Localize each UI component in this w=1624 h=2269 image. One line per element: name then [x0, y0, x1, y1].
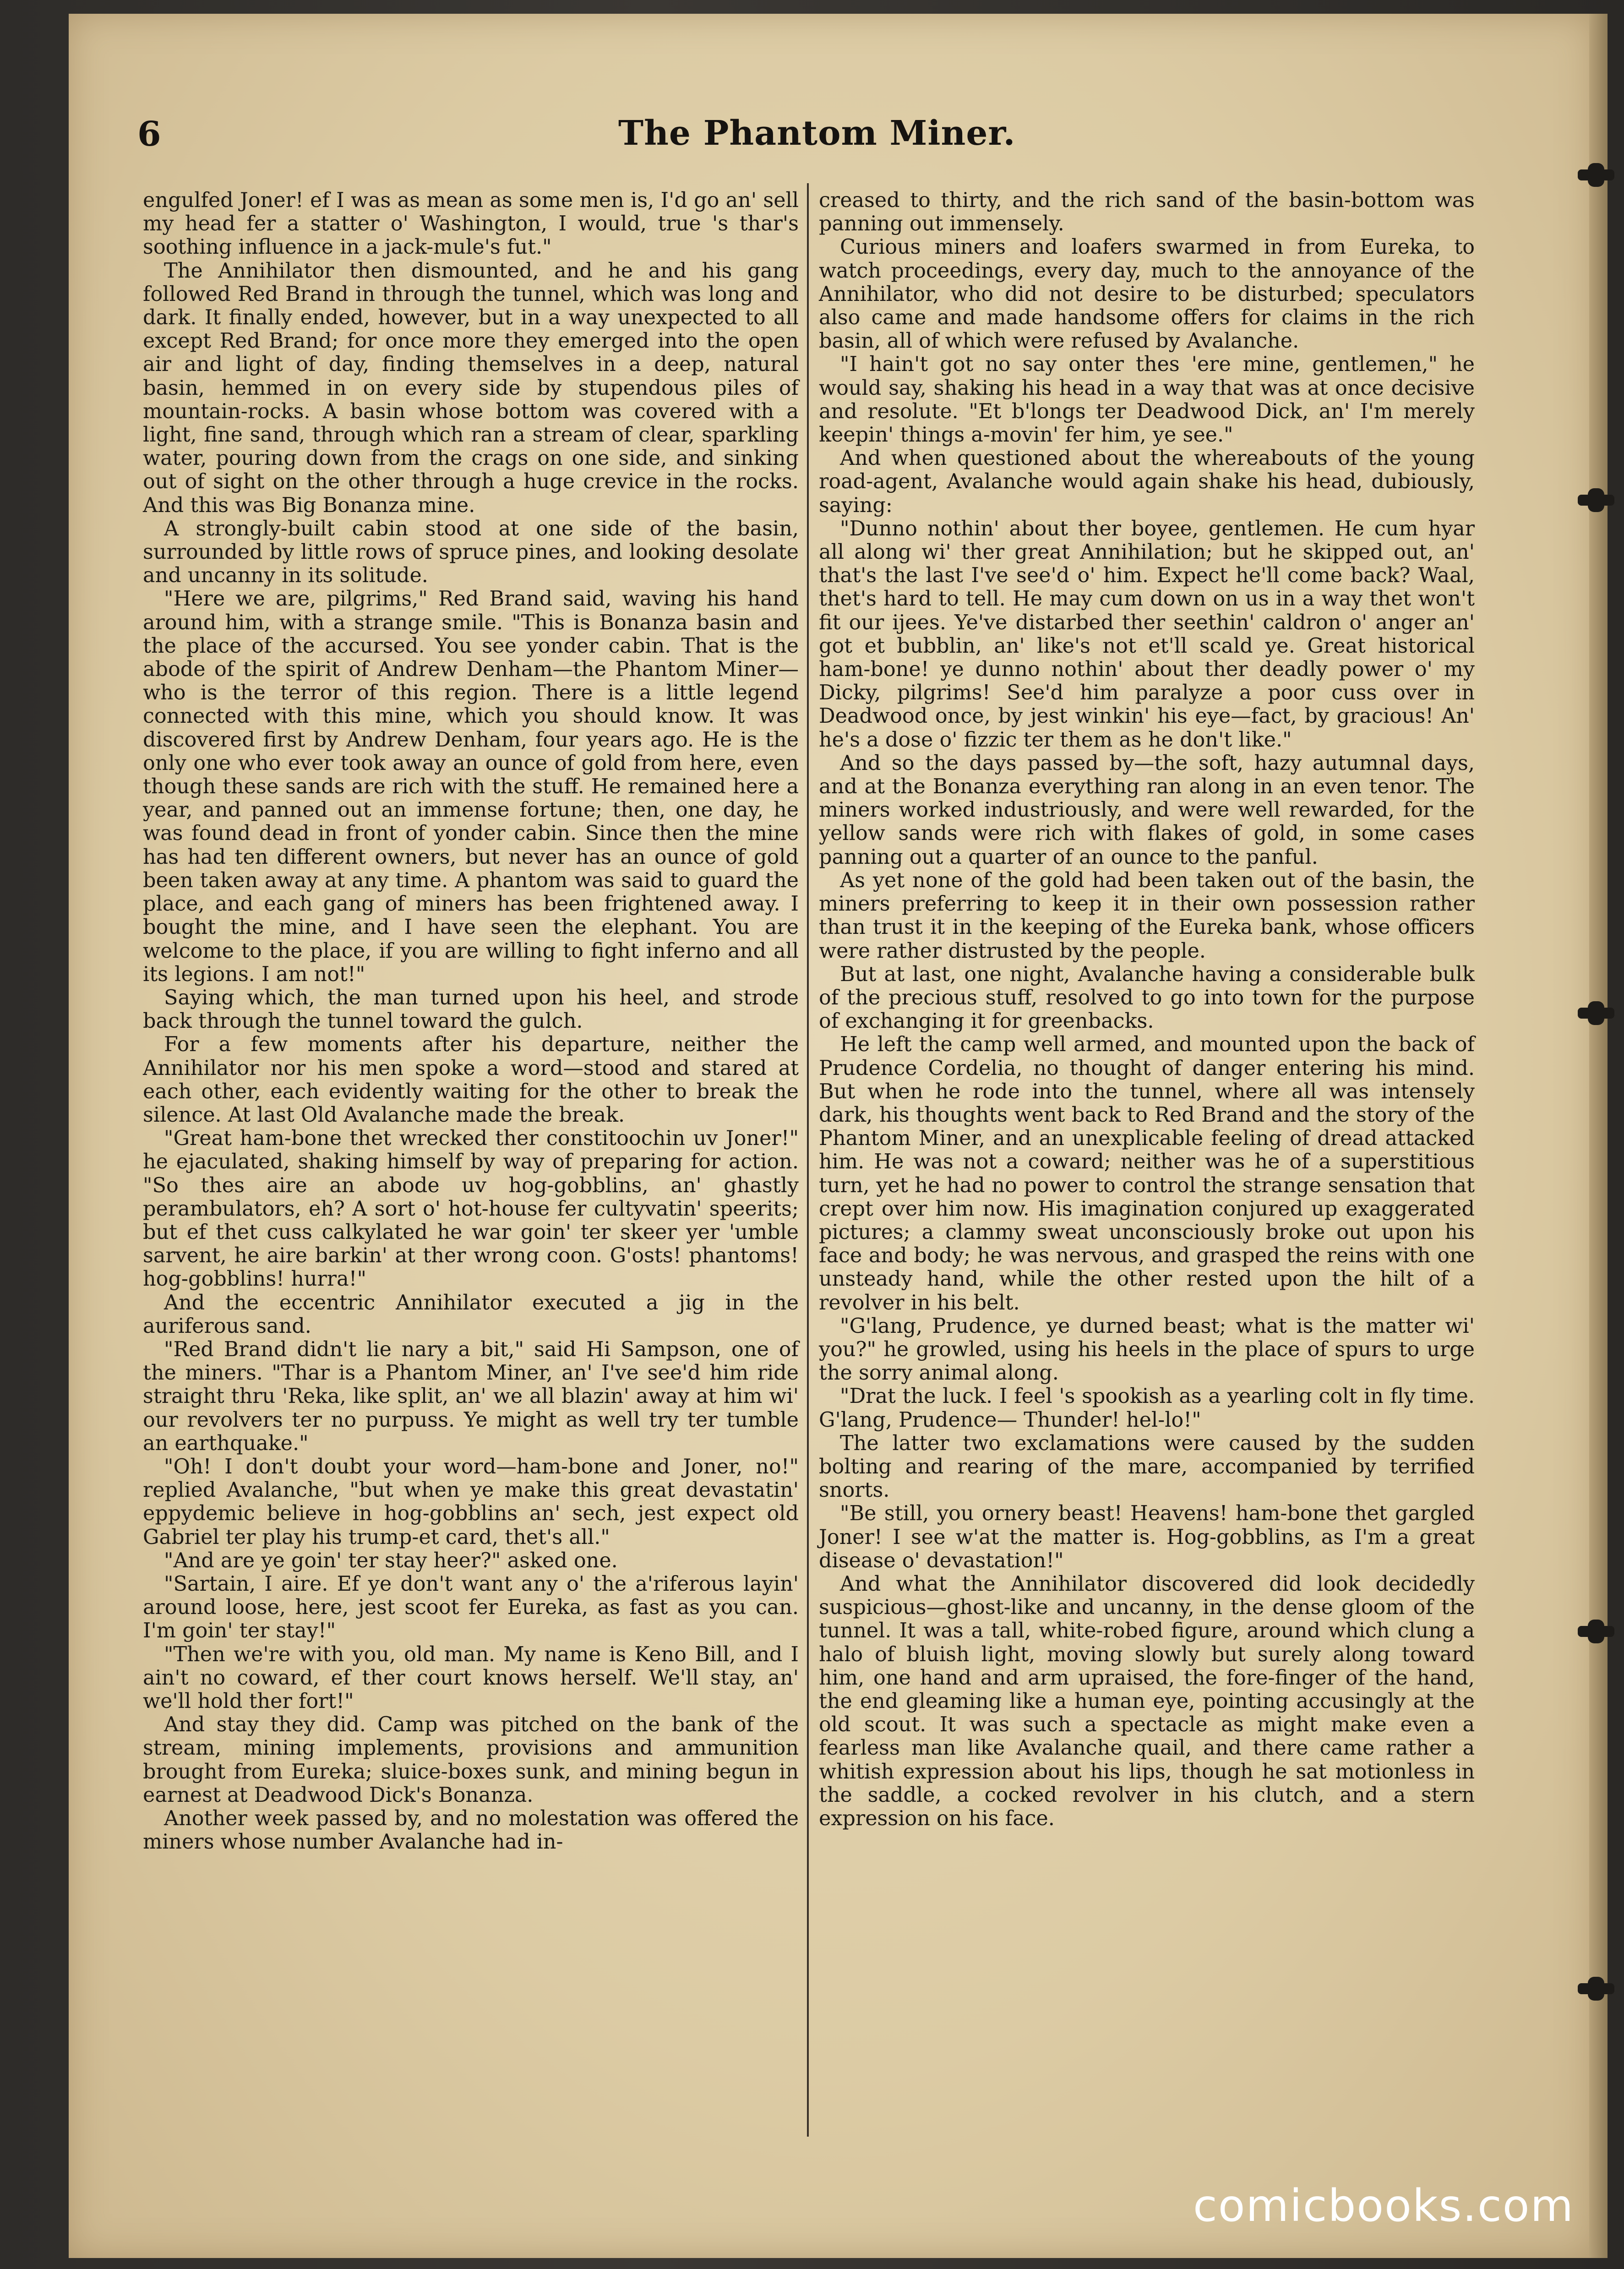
- staple-mark: [1578, 1008, 1614, 1019]
- staple-mark: [1578, 1983, 1614, 1994]
- staple-mark: [1578, 1626, 1614, 1637]
- paragraph: The Annihilator then dismounted, and he and his gang followed Red Brand in through the tunnel, which was long and dark. It finally ended, however, but in a way unexpected to all except Red Brand; for once more they emerged into the open air and light of day, finding themselves in a deep, natural basin, hemmed in on every side by stupendous piles of mountain-rocks. A basin whose bottom was covered with a light, fine sand, through which ran a stream of clear, sparkling water, pouring down from the crags on one side, and sinking out of sight on the other through a huge crevice in the rocks. And this was Big Bonanza mine.: [143, 259, 799, 517]
- paragraph: But at last, one night, Avalanche having a considerable bulk of the precious stuff, resolved to go into town for the purpose of exchanging it for greenbacks.: [819, 962, 1475, 1033]
- paragraph: engulfed Joner! ef I was as mean as some men is, I'd go an' sell my head fer a statter o' Washington, I would, true 's thar's soothing influence in a jack-mule's fut.": [143, 189, 799, 259]
- paragraph: And what the Annihilator discovered did look decidedly suspicious—ghost-like and uncanny, in the dense gloom of the tunnel. It was a tall, white-robed figure, around which clung a halo of bluish light, moving slowly but surely along toward him, one hand and arm upraised, the fore-finger of the hand, the end gleaming like a human eye, pointing accusingly at the old scout. It was such a spectacle as might make even a fearless man like Avalanche quail, and there came rather a whitish expression about his lips, though he sat motionless in the saddle, a cocked revolver in his clutch, and a stern expression on his face.: [819, 1572, 1475, 1831]
- paragraph: Saying which, the man turned upon his heel, and strode back through the tunnel toward the gulch.: [143, 986, 799, 1033]
- paragraph: And the eccentric Annihilator executed a jig in the auriferous sand.: [143, 1291, 799, 1338]
- paragraph: "Oh! I don't doubt your word—ham-bone and Joner, no!" replied Avalanche, "but when ye make this great devastatin' eppydemic believe in hog-gobblins an' sech, jest expect old Gabriel ter play his trump-et card, thet's all.": [143, 1455, 799, 1549]
- text-column-right: [819, 189, 1475, 1830]
- text-column-left: [143, 189, 799, 1854]
- paragraph: "Red Brand didn't lie nary a bit," said Hi Sampson, one of the miners. "Thar is a Phantom Miner, an' I've see'd him ride straight thru 'Reka, like split, an' we all blazin' away at him wi' our revolvers ter no purpuss. Ye might as well try ter tumble an earthquake.": [143, 1337, 799, 1455]
- running-title: The Phantom Miner.: [618, 114, 1016, 153]
- paragraph: The latter two exclamations were caused by the sudden bolting and rearing of the mare, accompanied by terrified snorts.: [819, 1431, 1475, 1502]
- paragraph: As yet none of the gold had been taken out of the basin, the miners preferring to keep it in their own possession rather than trust it in the keeping of the Eureka bank, whose officers were rather distrusted by the people.: [819, 868, 1475, 963]
- page-number: 6: [137, 115, 161, 154]
- watermark: comicbooks.com: [1193, 2180, 1575, 2231]
- paragraph: "Here we are, pilgrims," Red Brand said, waving his hand around him, with a strange smile. "This is Bonanza basin and the place of the accursed. You see yonder cabin. That is the abode of the spirit of Andrew Denham—the Phantom Miner—who is the terror of this region. There is a little legend connected with this mine, which you should know. It was discovered first by Andrew Denham, four years ago. He is the only one who ever took away an ounce of gold from here, even though these sands are rich with the stuff. He remained here a year, and panned out an immense fortune; then, one day, he was found dead in front of yonder cabin. Since then the mine has had ten different owners, but never has an ounce of gold been taken away at any time. A phantom was said to guard the place, and each gang of miners has been frightened away. I bought the mine, and I have seen the elephant. You are welcome to the place, if you are willing to fight inferno and all its legions. I am not!": [143, 587, 799, 986]
- paragraph: Curious miners and loafers swarmed in from Eureka, to watch proceedings, every day, much to the annoyance of the Annihilator, who did not desire to be disturbed; speculators also came and made handsome offers for claims in the rich basin, all of which were refused by Avalanche.: [819, 235, 1475, 353]
- page-edge: [1589, 14, 1608, 2258]
- paragraph: He left the camp well armed, and mounted upon the back of Prudence Cordelia, no thought of danger entering his mind. But when he rode into the tunnel, where all was intensely dark, his thoughts went back to Red Brand and the story of the Phantom Miner, and an unexplicable feeling of dread attacked him. He was not a coward; neither was he of a superstitious turn, yet he had no power to control the strange sensation that crept over him now. His imagination conjured up exaggerated pictures; a clammy sweat unconsciously broke out upon his face and body; he was nervous, and grasped the reins with one unsteady hand, while the other rested upon the hilt of a revolver in his belt.: [819, 1033, 1475, 1314]
- paragraph: And so the days passed by—the soft, hazy autumnal days, and at the Bonanza everything ran along in an even tenor. The miners worked industriously, and were well rewarded, for the yellow sands were rich with flakes of gold, in some cases panning out a quarter of an ounce to the panful.: [819, 751, 1475, 869]
- paragraph: "Sartain, I aire. Ef ye don't want any o' the a'riferous layin' around loose, here, jest scoot fer Eureka, as fast as you can. I'm goin' ter stay!": [143, 1572, 799, 1643]
- paragraph: "Then we're with you, old man. My name is Keno Bill, and I ain't no coward, ef ther court knows herself. We'll stay, an' we'll hold ther fort!": [143, 1642, 799, 1713]
- paragraph: "Dunno nothin' about ther boyee, gentlemen. He cum hyar all along wi' ther great Annihilation; but he skipped out, an' that's the last I've see'd o' him. Expect he'll come back? Waal, thet's hard to tell. He may cum down on us in a way thet won't fit our ijees. Ye've distarbed ther seethin' caldron o' anger an' got et bubblin, an' like's not et'll scald ye. Great historical ham-bone! ye dunno nothin' about ther deadly power o' my Dicky, pilgrims! See'd him paralyze a poor cuss over in Deadwood once, by jest winkin' his eye—fact, by gracious! An' he's a dose o' fizzic ter them as he don't like.": [819, 517, 1475, 752]
- paragraph: A strongly-built cabin stood at one side of the basin, surrounded by little rows of spruce pines, and looking desolate and uncanny in its solitude.: [143, 517, 799, 588]
- paragraph: "And are ye goin' ter stay heer?" asked one.: [164, 1549, 618, 1572]
- paragraph: And when questioned about the whereabouts of the young road-agent, Avalanche would again shake his head, dubiously, saying:: [819, 447, 1475, 517]
- paragraph: Another week passed by, and no molestation was offered the miners whose number Avalanche had in-: [143, 1807, 799, 1854]
- staple-mark: [1578, 495, 1614, 506]
- paragraph: "I hain't got no say onter thes 'ere mine, gentlemen," he would say, shaking his head in a way that was at once decisive and resolute. "Et b'longs ter Deadwood Dick, an' I'm merely keepin' things a-movin' fer him, ye see.": [819, 353, 1475, 447]
- paragraph: "Be still, you ornery beast! Heavens! ham-bone thet gargled Joner! I see w'at the matter is. Hog-gobblins, as I'm a great disease o' devastation!": [819, 1502, 1475, 1572]
- paragraph: "Great ham-bone thet wrecked ther constitoochin uv Joner!" he ejaculated, shaking himself by way of preparing for action. "So thes aire an abode uv hog-gobblins, an' ghastly perambulators, eh? A sort o' hot-house fer cultyvatin' speerits; but ef thet cuss calkylated he war goin' ter skeer yer 'umble sarvent, he aire barkin' at ther wrong coon. G'osts! phantoms! hog-gobblins! hurra!": [143, 1127, 799, 1291]
- column-divider: [807, 183, 809, 2137]
- paragraph: "Drat the luck. I feel 's spookish as a yearling colt in fly time. G'lang, Prudence— Thunder! hel-lo!": [819, 1385, 1475, 1432]
- paragraph: And stay they did. Camp was pitched on the bank of the stream, mining implements, provisions and ammunition brought from Eureka; sluice-boxes sunk, and mining begun in earnest at Deadwood Dick's Bonanza.: [143, 1713, 799, 1807]
- paragraph: "G'lang, Prudence, ye durned beast; what is the matter wi' you?" he growled, using his heels in the place of spurs to urge the sorry animal along.: [819, 1314, 1475, 1385]
- paragraph: creased to thirty, and the rich sand of the basin-bottom was panning out immensely.: [819, 189, 1475, 236]
- paragraph: For a few moments after his departure, neither the Annihilator nor his men spoke a word—stood and stared at each other, each evidently waiting for the other to break the silence. At last Old Avalanche made the break.: [143, 1033, 799, 1127]
- staple-mark: [1578, 169, 1614, 180]
